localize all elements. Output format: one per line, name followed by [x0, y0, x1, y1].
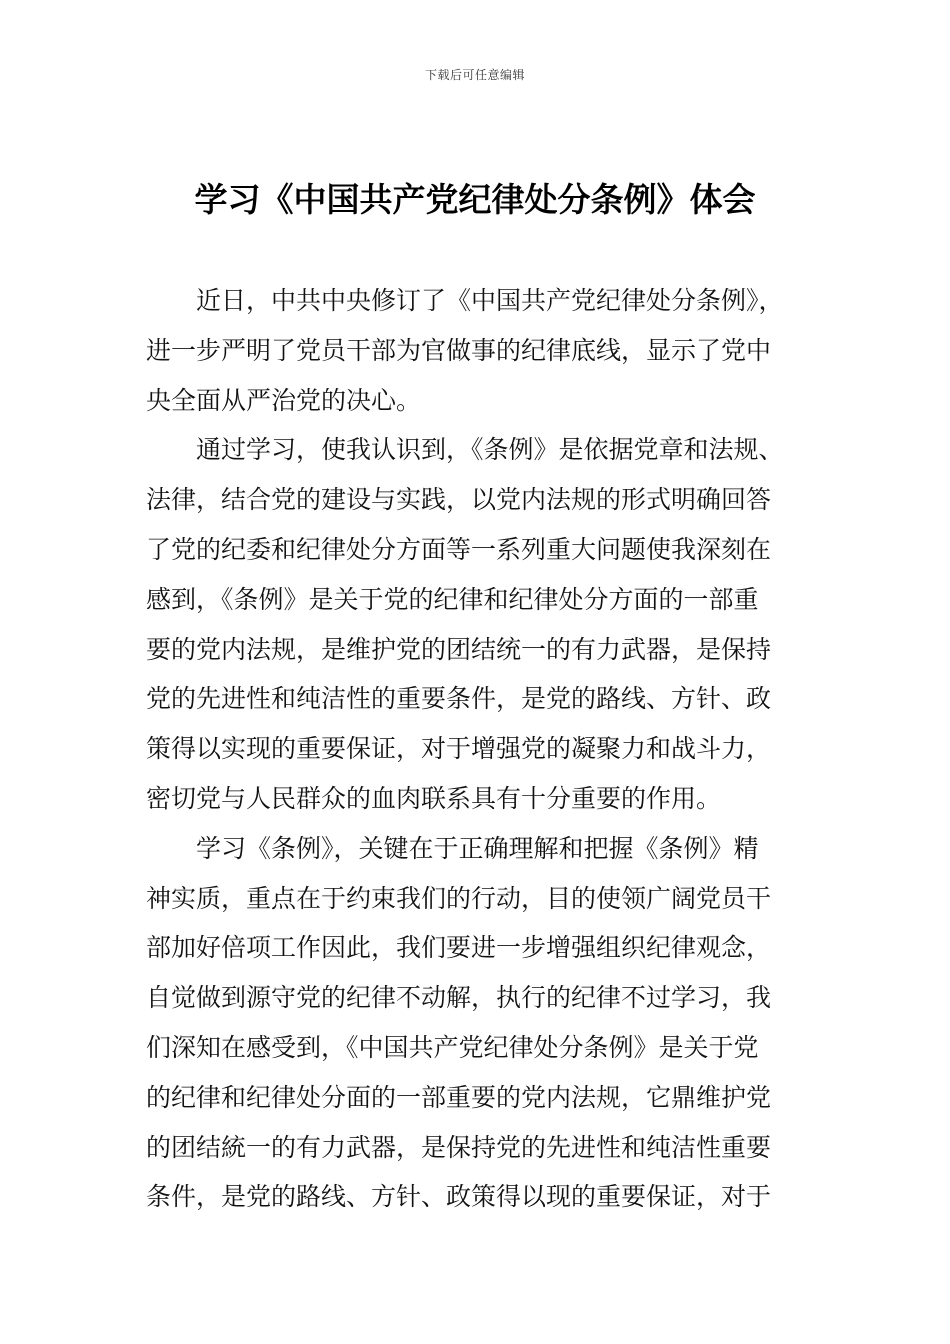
- body-line: 们深知在感受到，《中国共产党纪律处分条例》是关于党: [146, 1032, 759, 1062]
- body-line: 央全面从严治党的决心。: [146, 385, 422, 415]
- body-line: 的团结統一的有力武器，是保持党的先进性和纯洁性重要: [146, 1132, 772, 1162]
- body-line: 密切党与人民群众的血肉联系具有十分重要的作用。: [146, 783, 722, 813]
- body-line: 进一步严明了党员干部为官做事的纪律底线，显示了党中: [146, 335, 772, 365]
- body-line: 法律，结合党的建设与实践，以党内法规的形式明确回答: [146, 485, 772, 515]
- body-line: 部加好倍项工作因此，我们要进一步增强组织纪律观念，: [146, 933, 772, 963]
- body-line: 自觉做到源守党的纪律不动解，执行的纪律不过学习，我: [146, 983, 772, 1013]
- body-line: 条件，是党的路线、方针、政策得以现的重要保证，对于: [146, 1182, 772, 1212]
- body-line: 神实质，重点在于约束我们的行动，目的使领广阔党员干: [146, 883, 772, 913]
- body-line: 了党的纪委和纪律处分方面等一系列重大问题使我深刻在: [146, 534, 772, 564]
- header-note: 下载后可任意编辑: [424, 68, 525, 82]
- body-line: 策得以实现的重要保证，对于增强党的凝聚力和战斗力，: [146, 734, 772, 764]
- body-line: 近日，中共中央修订了《中国共产党纪律处分条例》，: [196, 286, 784, 315]
- body-line: 学习《条例》，关键在于正确理解和把握《条例》精: [196, 833, 759, 863]
- body-line: 的纪律和纪律处分面的一部重要的党内法规，它鼎维护党: [146, 1082, 772, 1112]
- document-body: [146, 276, 810, 1222]
- body-line: 感到，《条例》是关于党的纪律和纪律处分方面的一部重: [146, 584, 759, 614]
- body-line: 要的党内法规，是维护党的团结统一的有力武器，是保持: [146, 634, 772, 664]
- document-title: 学习《中国共产党纪律处分条例》体会: [194, 180, 756, 219]
- body-line: 通过学习，使我认识到，《条例》是依据党章和法规、: [196, 435, 784, 465]
- body-line: 党的先进性和纯洁性的重要条件，是党的路线、方针、政: [146, 684, 772, 714]
